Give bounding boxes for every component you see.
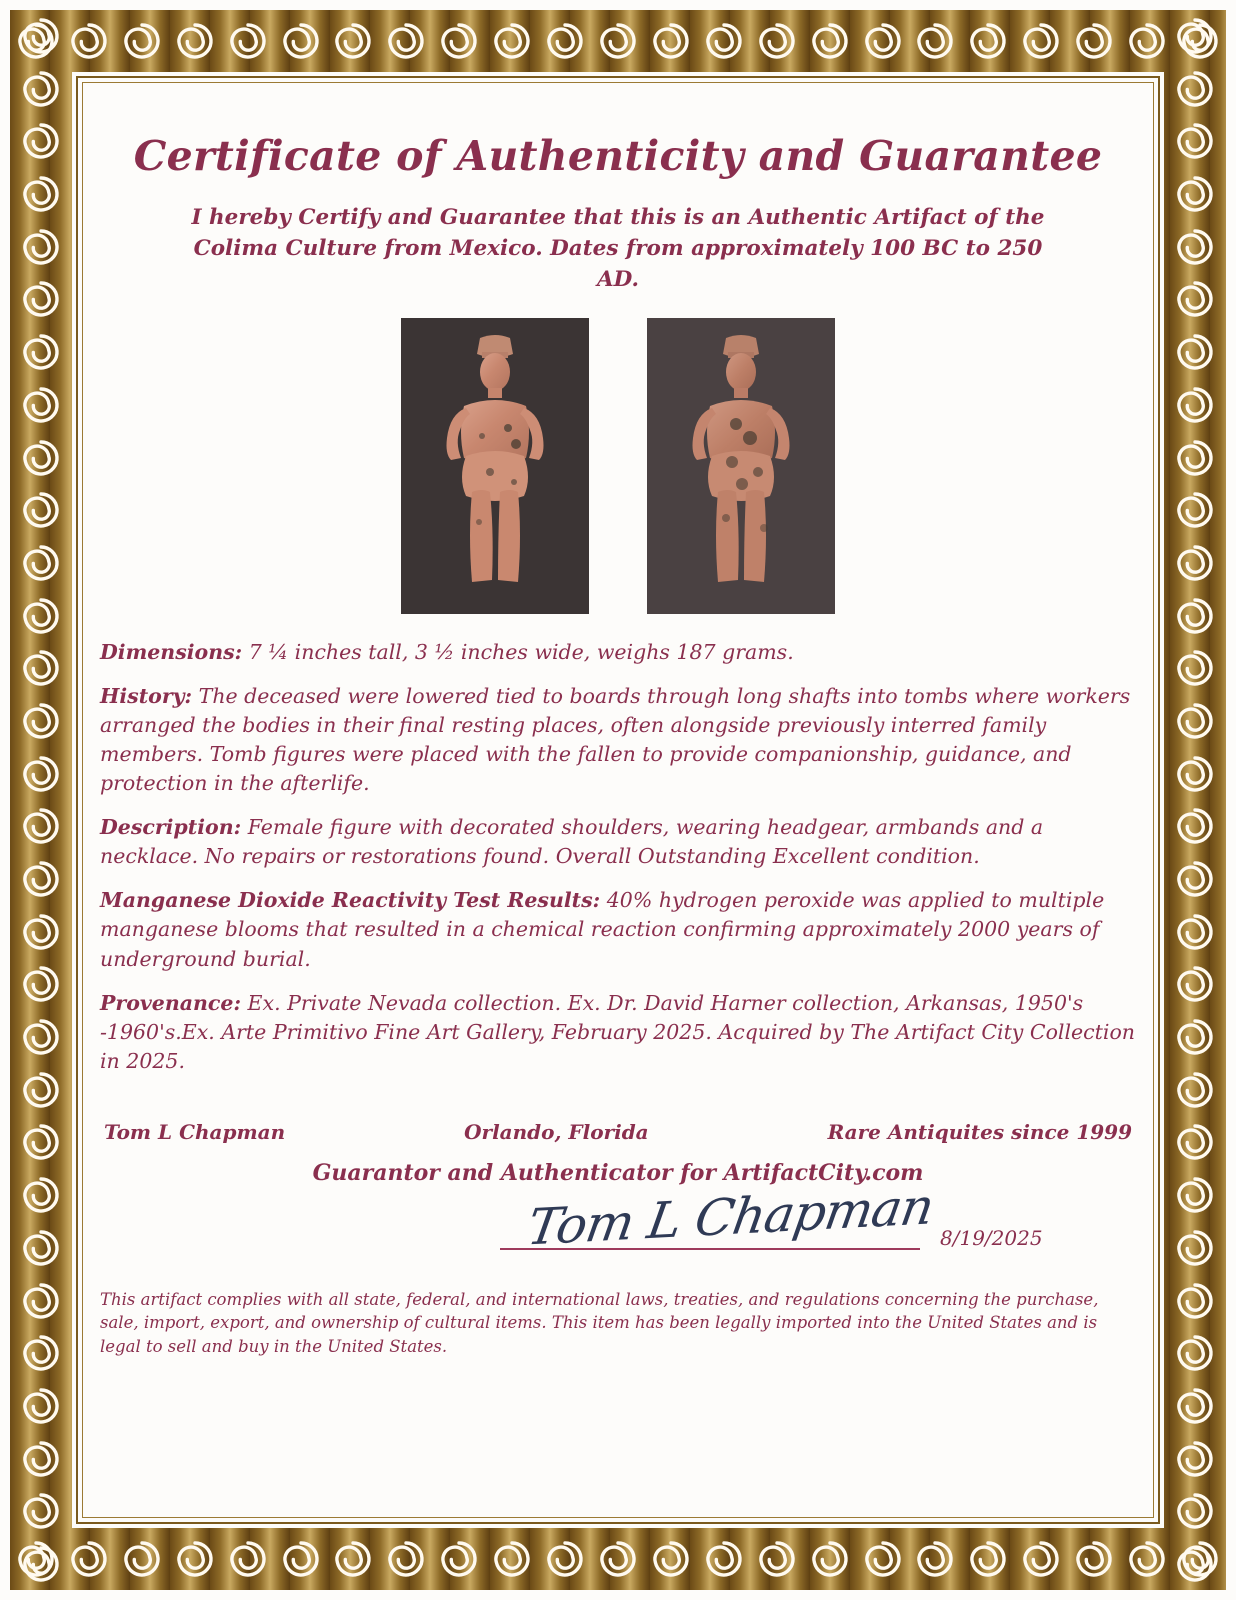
section-text-manganese-test: 40% hydrogen peroxide was applied to multiple manganese blooms that resulted in a chemical reaction confirming approximately 2000 years of underground burial. <box>100 888 1105 971</box>
signer-name: Tom L Chapman <box>104 1119 286 1144</box>
signature-line <box>500 1248 920 1250</box>
signer-location: Orlando, Florida <box>464 1119 649 1144</box>
section-label-history: History: <box>100 683 193 708</box>
legal-disclaimer: This artifact complies with all state, federal, and international laws, treaties, and regulations concerning the purchase, sale, import, export, and ownership of cultural items. This item has been legally imported into the United States and is legal to sell and buy in the United States. <box>100 1289 1099 1356</box>
section-label-dimensions: Dimensions: <box>100 639 243 664</box>
signer-tagline: Rare Antiquites since 1999 <box>827 1119 1132 1144</box>
section-label-provenance: Provenance: <box>100 990 242 1015</box>
artifact-photo-gallery <box>100 318 1136 614</box>
certificate-statement: I hereby Certify and Guarantee that this is an Authentic Artifact of the Colima Culture from Mexico. Dates from approximately 100 BC to 250 AD. <box>191 205 1045 293</box>
section-history <box>100 682 1136 798</box>
section-text-dimensions: 7 ¼ inches tall, 3 ½ inches wide, weighs 187 grams. <box>242 639 794 664</box>
figurine-front-illustration <box>430 332 560 600</box>
signature-date: 8/19/2025 <box>940 1225 1043 1250</box>
artifact-photo-back <box>647 318 835 614</box>
section-text-description: Female figure with decorated shoulders, wearing headgear, armbands and a necklace. No repairs or restorations found. Overall Outstanding Excellent condition. <box>100 815 1044 869</box>
artifact-photo-front <box>401 318 589 614</box>
signer-info-row <box>100 1120 1136 1144</box>
section-description <box>100 813 1136 871</box>
signer-role: Guarantor and Authenticator for ArtifactCity.com <box>312 1159 924 1186</box>
section-label-manganese-test: Manganese Dioxide Reactivity Test Results: <box>100 888 601 913</box>
section-manganese-test <box>100 886 1136 973</box>
page-title: Certificate of Authenticity and Guarantee <box>133 132 1103 180</box>
signature-area <box>100 1177 1136 1262</box>
section-provenance <box>100 989 1136 1076</box>
handwritten-signature: Tom L Chapman <box>523 1177 938 1257</box>
figurine-back-illustration <box>676 332 806 600</box>
section-text-provenance: Ex. Private Nevada collection. Ex. Dr. David Harner collection, Arkansas, 1950's -1960's.Ex. Arte Primitivo Fine Art Gallery, February 2025. Acquired by The Artifact City Collection in 2025. <box>100 990 1135 1073</box>
section-text-history: The deceased were lowered tied to boards through long shafts into tombs where workers arranged the bodies in their final resting places, often alongside previously interred family members. Tomb figures were placed with the fallen to provide companionship, guidance, and protection in the afterlife. <box>100 683 1131 795</box>
certificate-content <box>100 96 1136 1504</box>
certificate-body <box>100 638 1136 1076</box>
section-dimensions <box>100 638 1136 667</box>
section-label-description: Description: <box>100 815 242 840</box>
